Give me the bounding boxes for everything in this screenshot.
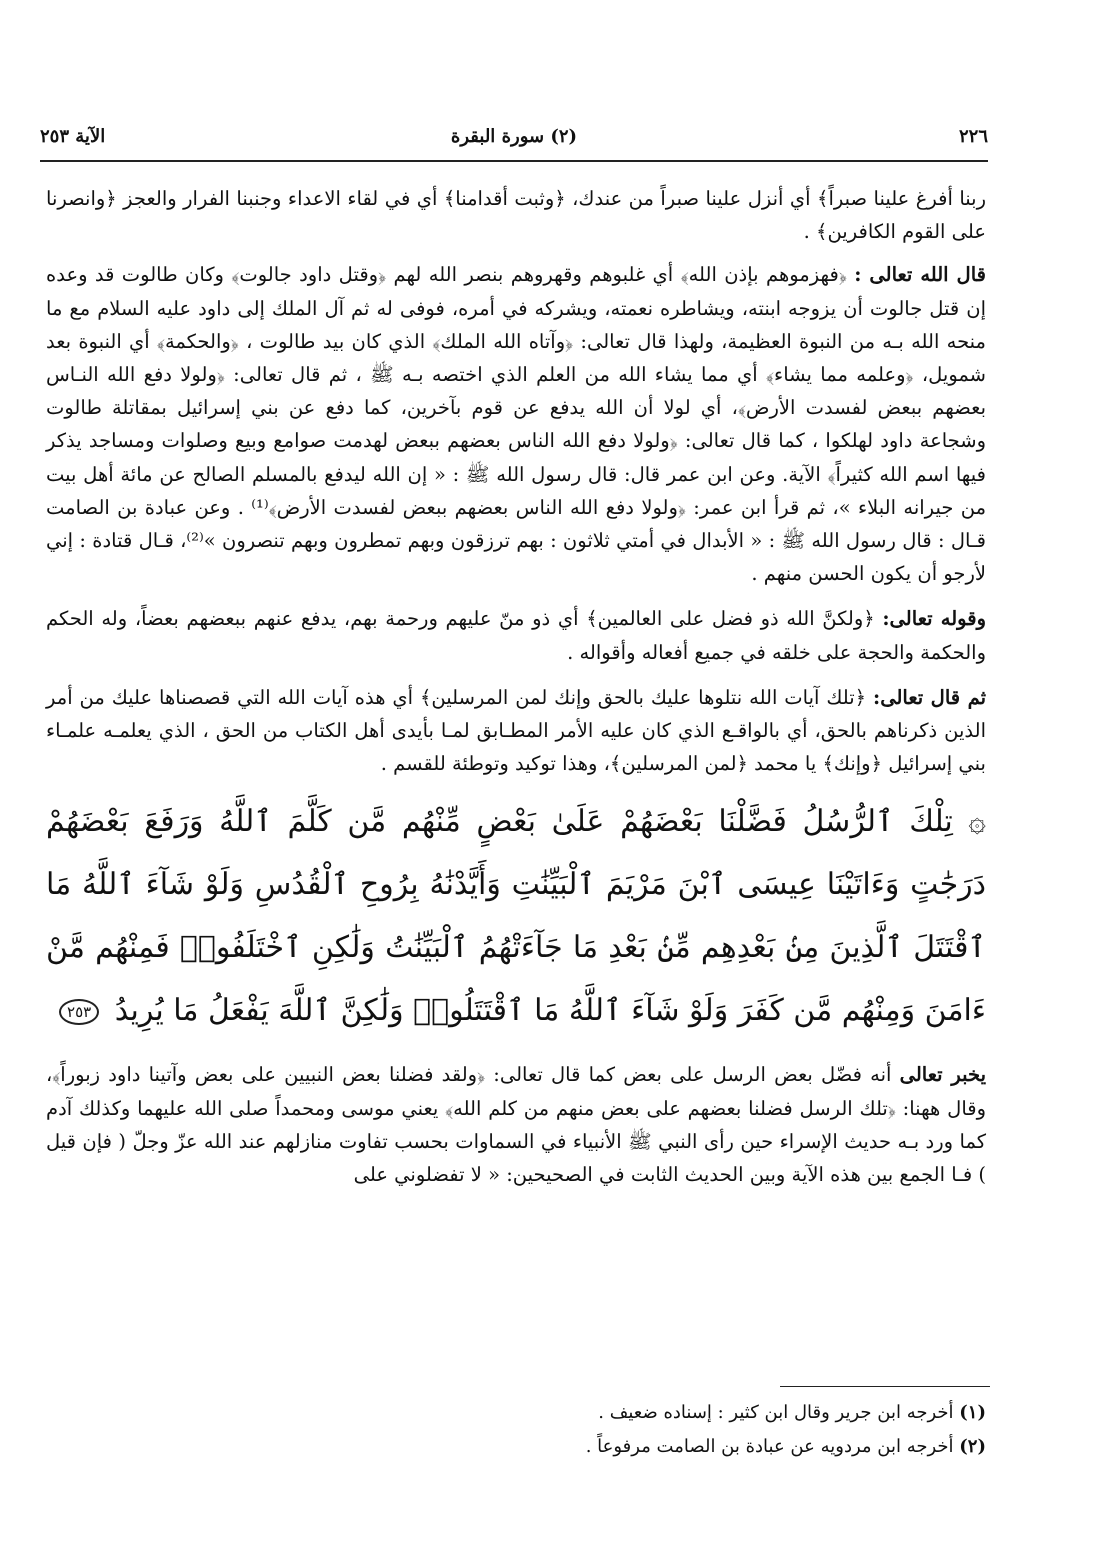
quran-verse — [46, 790, 986, 1042]
paragraph-text: ربنا أفرغ علينا صبراً﴾ أي أنزل علينا صبراً من عندك، ﴿وثبت أقدامنا﴾ أي في لقاء الاعداء وجنبنا الفرار والعجز ﴿وانصرنا على القوم الكافرين﴾ . — [46, 187, 986, 244]
paragraph-text: ﴿تلك آيات الله نتلوها عليك بالحق وإنك لمن المرسلين﴾ أي هذه آيات الله التي قصصناها عليك من أمر الذين ذكرناهم بالحق، أي بالواقـع الذي كان عليه الأمر المطـابق لمـا بأيدى أهل الكتاب من الحق ، الذي يعلمـه علمـاء بني إسرائيل ﴿وإنك﴾ يا محمد ﴿لمن المرسلين﴾، وهذا توكيد وتوطئة للقسم . — [46, 685, 986, 776]
ayah-label: الآية ٢٥٣ — [40, 126, 106, 147]
commentary-lead: يخبر تعالى — [899, 1063, 986, 1087]
footnote-rule — [780, 1386, 990, 1387]
commentary-paragraph — [46, 1058, 986, 1191]
footnote-number: (٢) — [959, 1436, 986, 1457]
sura-title: (٢) سورة البقرة — [450, 126, 578, 147]
quran-verse-text: ۞ تِلْكَ ٱلرُّسُلُ فَضَّلْنَا بَعْضَهُمْ عَلَىٰ بَعْضٍ مِّنْهُم مَّن كَلَّمَ ٱللَّهُ وَرَفَعَ بَعْضَهُمْ دَرَجَٰتٍ وَءَاتَيْنَا عِيسَى ٱبْنَ مَرْيَمَ ٱلْبَيِّنَٰتِ وَأَيَّدْنَٰهُ بِرُوحِ ٱلْقُدُسِ وَلَوْ شَآءَ ٱللَّهُ مَا ٱقْتَتَلَ ٱلَّذِينَ مِنۢ بَعْدِهِم مِّنۢ بَعْدِ مَا جَآءَتْهُمُ ٱلْبَيِّنَٰتُ وَلَٰكِنِ ٱخْتَلَفُوا۟ فَمِنْهُم مَّنْ ءَامَنَ وَمِنْهُم مَّن كَفَرَ وَلَوْ شَآءَ ٱللَّهُ مَا ٱقْتَتَلُوا۟ وَلَٰكِنَّ ٱللَّهَ يَفْعَلُ مَا يُرِيدُ — [46, 804, 986, 1029]
footnote — [300, 1396, 986, 1430]
footnote — [300, 1430, 986, 1464]
footnotes — [300, 1396, 986, 1464]
footnote-text: أخرجه ابن مردويه عن عبادة بن الصامت مرفوعاً . — [585, 1436, 954, 1457]
paragraph-lead: ثم قال تعالى: — [873, 685, 986, 709]
running-header — [40, 126, 988, 156]
paragraph — [46, 182, 986, 248]
footnote-number: (١) — [959, 1402, 986, 1423]
page-body — [46, 182, 986, 1201]
paragraph-lead: وقوله تعالى: — [882, 607, 986, 631]
paragraph-lead: قال الله تعالى : — [854, 263, 986, 287]
paragraph — [46, 681, 986, 781]
footnote-text: أخرجه ابن جرير وقال ابن كثير : إسناده ضعيف . — [598, 1402, 954, 1423]
commentary-text: أنه فضّل بعض الرسل على بعض كما قال تعالى: ﴿ولقد فضلنا بعض النبيين على بعض وآتينا داود زبوراً﴾، وقال ههنا: ﴿تلك الرسل فضلنا بعضهم على بعض منهم من كلم الله﴾ يعني موسى ومحمداً صلى الله عليهما وكذلك آدم كما ورد بـه حديث الإسراء حين رأى النبي ﷺ الأنبياء في السماوات بحسب تفاوت منازلهم عند الله عزّ وجلّ ( فإن قيل ) فـا الجمع بين هذه الآية وبين الحديث الثابت في الصحيحين: « لا تفضلوني على — [46, 1063, 986, 1187]
paragraph — [46, 258, 986, 590]
page-number: ٢٢٦ — [958, 126, 988, 147]
paragraph — [46, 602, 986, 668]
paragraph-text: ﴿فهزموهم بإذن الله﴾ أي غلبوهم وقهروهم بنصر الله لهم ﴿وقتل داود جالوت﴾ وكان طالوت قد وعده إن قتل جالوت أن يزوجه ابنته، ويشاطره نعمته، ويشركه في أمره، فوفى له ثم آل الملك إلى داود عليه السلام مع ما منحه الله بـه من النبوة العظيمة، ولهذا قال تعالى: ﴿وآتاه الله الملك﴾ الذي كان بيد طالوت ، ﴿والحكمة﴾ أي النبوة بعد شمويل، ﴿وعلمه مما يشاء﴾ أي مما يشاء الله من العلم الذي اختصه بـه ﷺ ، ثم قال تعالى: ﴿ولولا دفع الله النـاس بعضهم ببعض لفسدت الأرض﴾، أي لولا أن الله يدفع عن قوم بآخرين، كما دفع عن بني إسرائيل بمقاتلة طالوت وشجاعة داود لهلكوا ، كما قال تعالى: ﴿ولولا دفع الله الناس بعضهم ببعض لهدمت صوامع وبيع وصلوات ومساجد يذكر فيها اسم الله كثيراً﴾ الآية. وعن ابن عمر قال: قال رسول الله ﷺ : « إن الله ليدفع بالمسلم الصالح عن مائة أهل بيت من جيرانه البلاء »، ثم قرأ ابن عمر: ﴿ولولا دفع الله الناس بعضهم ببعض لفسدت الأرض﴾⁽¹⁾ . وعن عبادة بن الصامت قـال : قال رسول الله ﷺ : « الأبدال في أمتي ثلاثون : بهم ترزقون وبهم تمطرون وبهم تنصرون »⁽²⁾، قـال قتادة : إني لأرجو أن يكون الحسن منهم . — [46, 263, 987, 586]
paragraph-text: ﴿ولكنَّ الله ذو فضل على العالمين﴾ أي ذو منّ عليهم ورحمة بهم، يدفع عنهم ببعضهم بعضاً، وله الحكم والحكمة والحجة على خلقه في جميع أفعاله وأقواله . — [46, 607, 986, 664]
header-rule — [40, 160, 988, 162]
ayah-number-marker: ٢٥٣ — [59, 999, 99, 1025]
